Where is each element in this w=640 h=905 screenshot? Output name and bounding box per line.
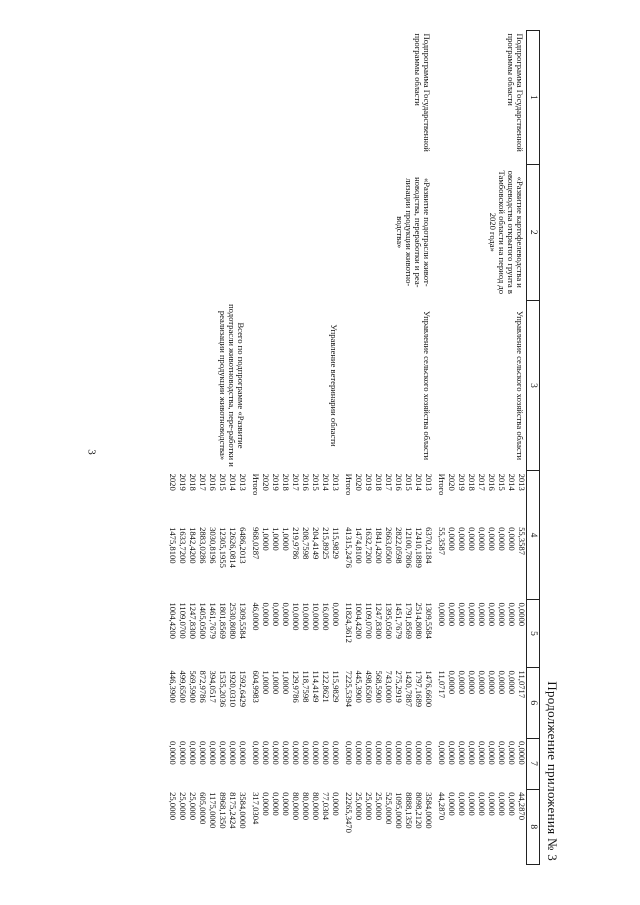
year-label: 2020 [354, 473, 364, 491]
header-col-4: 4 [527, 471, 540, 600]
federal-value: 0,0000 [487, 602, 497, 627]
year-label: Итого [344, 473, 354, 496]
other-value: 3584,0000 [424, 792, 434, 829]
federal-value: 0,0000 [467, 602, 477, 627]
total-value: 3030,8196 [208, 527, 218, 564]
federal-value: 0,0000 [331, 602, 341, 627]
local-value: 0,0000 [364, 741, 374, 765]
table-row [436, 31, 527, 865]
local-value: 0,0000 [281, 741, 291, 765]
total-column [436, 524, 527, 599]
year-column [436, 471, 527, 524]
other-value: 0,0000 [467, 792, 477, 816]
federal-value: 2530,8080 [228, 602, 238, 639]
federal-value: 0,0000 [271, 602, 281, 627]
year-label: 2018 [281, 473, 291, 491]
local-value: 0,0000 [251, 741, 261, 765]
other-value: 80,0000 [291, 792, 301, 820]
local-value: 0,0000 [321, 741, 331, 765]
local-value: 0,0000 [414, 741, 424, 765]
year-label: 2020 [261, 473, 271, 491]
regional-value: 0,0000 [487, 670, 497, 695]
year-label: 2018 [467, 473, 477, 491]
local-value: 0,0000 [374, 741, 384, 765]
measure-name-cell [167, 164, 247, 300]
other-value: 0,0000 [477, 792, 487, 816]
header-col-2: 2 [527, 164, 540, 300]
measure-name-cell [250, 164, 340, 300]
header-col-1: 1 [527, 31, 540, 165]
total-value: 0,0000 [447, 527, 457, 551]
federal-value: 0,0000 [261, 602, 271, 627]
table-body [167, 31, 527, 865]
regional-value: 1,0000 [261, 670, 271, 695]
total-value: 0,0000 [457, 527, 467, 551]
federal-value: 1109,0700 [364, 602, 374, 639]
header-col-6: 6 [527, 668, 540, 739]
block-gap-cell [247, 31, 250, 865]
local-value: 0,0000 [344, 741, 354, 765]
local-value: 0,0000 [507, 741, 517, 765]
total-value: 1,0000 [261, 527, 271, 551]
year-label: 2020 [168, 473, 178, 491]
regional-value: 568,5900 [374, 670, 384, 703]
other-value: 0,0000 [261, 792, 271, 816]
total-value: 2663,0500 [384, 527, 394, 564]
federal-value: 16,0000 [321, 602, 331, 631]
local-value: 0,0000 [424, 741, 434, 765]
local-column [167, 738, 247, 789]
local-value: 0,0000 [208, 741, 218, 765]
regional-value: 569,5900 [188, 670, 198, 703]
regional-value: 118,7598 [301, 670, 311, 703]
other-value: 8968,1350 [218, 792, 228, 829]
local-column [343, 738, 433, 789]
total-value: 1632,7200 [364, 527, 374, 564]
total-value: 204,4149 [311, 527, 321, 560]
regional-value: 275,2919 [394, 670, 404, 703]
other-value: 80,0000 [301, 792, 311, 820]
year-column [250, 471, 340, 524]
year-label: 2013 [424, 473, 434, 491]
local-column [250, 738, 340, 789]
total-value: 12305,1955 [218, 527, 228, 568]
local-value: 0,0000 [228, 741, 238, 765]
year-label: 2019 [364, 473, 374, 491]
local-value: 0,0000 [291, 741, 301, 765]
other-value: 1175,0000 [208, 792, 218, 829]
local-value: 0,0000 [168, 741, 178, 765]
other-value: 8888,1350 [404, 792, 414, 829]
federal-value: 0,0000 [447, 602, 457, 627]
regional-column [343, 668, 433, 739]
federal-value: 2514,8080 [414, 602, 424, 639]
year-label: 2019 [271, 473, 281, 491]
regional-column [167, 668, 247, 739]
local-value: 0,0000 [437, 741, 447, 765]
local-value: 0,0000 [178, 741, 188, 765]
regional-value: 1592,6429 [238, 670, 248, 708]
year-label: 2016 [394, 473, 404, 491]
funding-table [167, 30, 540, 865]
federal-value: 0,0000 [497, 602, 507, 627]
local-value: 0,0000 [261, 741, 271, 765]
other-value: 25,0000 [168, 792, 178, 820]
other-column [343, 789, 433, 864]
local-value: 0,0000 [497, 741, 507, 765]
total-value: 41315,2476 [344, 527, 354, 568]
total-value: 1633,7200 [178, 527, 188, 564]
year-label: 2018 [188, 473, 198, 491]
regional-value: 445,3900 [354, 670, 364, 703]
regional-value: 1,0000 [281, 670, 291, 695]
regional-value: 0,0000 [497, 670, 507, 695]
year-label: 2013 [517, 473, 527, 491]
federal-value: 1109,0700 [178, 602, 188, 639]
regional-value: 498,6500 [364, 670, 374, 703]
year-label: 2013 [238, 473, 248, 491]
total-value: 0,0000 [507, 527, 517, 551]
total-value: 55,3587 [437, 527, 447, 555]
total-value: 1842,4200 [188, 527, 198, 564]
other-column [167, 789, 247, 864]
local-value: 0,0000 [384, 741, 394, 765]
other-value: 25,0000 [178, 792, 188, 820]
other-value: 605,0000 [198, 792, 208, 825]
total-column [167, 524, 247, 599]
other-value: 25,0000 [364, 792, 374, 820]
federal-value: 1004,4200 [168, 602, 178, 639]
regional-value: 0,0000 [467, 670, 477, 695]
year-label: 2017 [291, 473, 301, 491]
year-label: 2015 [404, 473, 414, 491]
year-label: 2019 [178, 473, 188, 491]
executor-cell: Всего по подпрограмме «Развитие подотрасли животноводства, пере-работки и реализации продукции животноводства» [217, 304, 246, 467]
year-label: 2015 [218, 473, 228, 491]
local-value: 0,0000 [271, 741, 281, 765]
other-value: 22265,3470 [344, 792, 354, 833]
regional-value: 114,4149 [311, 670, 321, 703]
local-value: 0,0000 [354, 741, 364, 765]
block-gap [340, 31, 343, 865]
other-value: 0,0000 [487, 792, 497, 816]
total-value: 1474,8100 [354, 527, 364, 564]
regional-value: 446,3900 [168, 670, 178, 703]
federal-value: 1461,7679 [208, 602, 218, 639]
local-value: 0,0000 [218, 741, 228, 765]
federal-value: 1309,5584 [238, 602, 248, 639]
program-name-cell: Подпрограмма Государственной программы области [412, 33, 432, 152]
regional-value: 743,0000 [384, 670, 394, 703]
year-label: 2016 [208, 473, 218, 491]
table-row [343, 31, 433, 865]
total-value: 215,8925 [321, 527, 331, 560]
block-gap-cell [433, 31, 436, 865]
total-column [343, 524, 433, 599]
federal-value: 10,0000 [311, 602, 321, 631]
year-label: 2015 [311, 473, 321, 491]
year-label: 2016 [301, 473, 311, 491]
program-name-cell [250, 31, 340, 165]
federal-value: 0,0000 [457, 602, 467, 627]
year-label: 2020 [447, 473, 457, 491]
regional-value: 0,0000 [507, 670, 517, 695]
regional-value: 115,9829 [331, 670, 341, 703]
year-label: Итого [437, 473, 447, 496]
other-value: 3584,0000 [238, 792, 248, 829]
regional-value: 11,0717 [437, 670, 447, 699]
federal-column [167, 599, 247, 667]
total-value: 12626,0814 [228, 527, 238, 568]
total-column [250, 524, 340, 599]
total-value: 968,0287 [251, 527, 261, 560]
other-value: 44,2870 [437, 792, 447, 820]
federal-value: 0,0000 [437, 602, 447, 627]
block-gap [433, 31, 436, 865]
local-value: 0,0000 [394, 741, 404, 765]
header-col-8: 8 [527, 789, 540, 864]
federal-value: 11824,3612 [344, 602, 354, 643]
rotated-table-sheet [20, 30, 560, 865]
local-value: 0,0000 [301, 741, 311, 765]
other-value: 80,0000 [311, 792, 321, 820]
other-column [436, 789, 527, 864]
other-value: 0,0000 [271, 792, 281, 816]
regional-value: 7225,5394 [344, 670, 354, 708]
executor-cell: Управление сельского хозяйства области [422, 310, 432, 461]
federal-value: 10,0000 [301, 602, 311, 631]
local-value: 0,0000 [331, 741, 341, 765]
year-label: 2015 [497, 473, 507, 491]
regional-value: 499,6500 [178, 670, 188, 703]
total-value: 219,9786 [291, 527, 301, 560]
local-value: 0,0000 [467, 741, 477, 765]
federal-value: 1004,4200 [354, 602, 364, 639]
other-value: 525,0000 [384, 792, 394, 825]
total-value: 208,7598 [301, 527, 311, 560]
total-value: 1841,4200 [374, 527, 384, 564]
year-label: 2016 [487, 473, 497, 491]
regional-value: 394,0517 [208, 670, 218, 703]
federal-column [343, 599, 433, 667]
other-value: 25,0000 [188, 792, 198, 820]
program-name-cell [167, 31, 247, 165]
column-number-row [527, 31, 540, 865]
total-value: 0,0000 [467, 527, 477, 551]
other-value: 44,2870 [517, 792, 527, 820]
year-label: 2017 [384, 473, 394, 491]
regional-value: 0,0000 [477, 670, 487, 695]
federal-value: 0,0000 [517, 602, 527, 627]
total-value: 2822,0598 [394, 527, 404, 564]
total-value: 55,3587 [517, 527, 527, 555]
other-value: 0,0000 [447, 792, 457, 816]
federal-value: 46,0000 [251, 602, 261, 631]
federal-value: 10,0000 [291, 602, 301, 631]
federal-column [250, 599, 340, 667]
regional-value: 1476,6600 [424, 670, 434, 708]
federal-value: 1395,0500 [384, 602, 394, 639]
executor-cell: Управление ветеринарии области [329, 324, 339, 447]
total-value: 0,0000 [487, 527, 497, 551]
other-value: 0,0000 [281, 792, 291, 816]
year-label: 2018 [374, 473, 384, 491]
year-label: 2017 [198, 473, 208, 491]
total-value: 12100,7806 [404, 527, 414, 568]
local-value: 0,0000 [457, 741, 467, 765]
other-value: 1095,0000 [394, 792, 404, 829]
federal-value: 1801,8569 [218, 602, 228, 639]
local-column [436, 738, 527, 789]
local-value: 0,0000 [447, 741, 457, 765]
federal-value: 1451,7679 [394, 602, 404, 639]
local-value: 0,0000 [311, 741, 321, 765]
other-value: 317,0304 [251, 792, 261, 825]
federal-value: 0,0000 [507, 602, 517, 627]
program-name-cell: Подпрограмма Государственной программы области [505, 33, 525, 152]
header-col-3: 3 [527, 300, 540, 470]
total-value: 1,0000 [281, 527, 291, 551]
total-value: 12410,1889 [414, 527, 424, 568]
federal-value: 1791,8569 [404, 602, 414, 639]
regional-value: 122,8621 [321, 670, 331, 703]
other-value: 8175,2424 [228, 792, 238, 829]
year-column [343, 471, 433, 524]
other-value: 0,0000 [497, 792, 507, 816]
total-value: 115,9829 [331, 527, 341, 559]
regional-column [250, 668, 340, 739]
total-value: 6370,2184 [424, 527, 434, 564]
year-label: Итого [251, 473, 261, 496]
federal-value: 1247,8300 [374, 602, 384, 639]
block-gap-cell [340, 31, 343, 865]
table-row [167, 31, 247, 865]
year-label: 2014 [414, 473, 424, 491]
local-value: 0,0000 [477, 741, 487, 765]
regional-value: 872,9786 [198, 670, 208, 703]
federal-value: 0,0000 [281, 602, 291, 627]
total-value: 2883,0286 [198, 527, 208, 564]
header-col-5: 5 [527, 599, 540, 667]
other-value: 0,0000 [507, 792, 517, 816]
federal-column [436, 599, 527, 667]
other-value: 8098,2120 [414, 792, 424, 829]
local-value: 0,0000 [188, 741, 198, 765]
other-value: 25,0000 [374, 792, 384, 820]
other-column [250, 789, 340, 864]
local-value: 0,0000 [517, 741, 527, 765]
appendix-continuation-caption: Продолжение приложения № 3 [545, 681, 560, 861]
regional-value: 1420,7887 [404, 670, 414, 708]
local-value: 0,0000 [198, 741, 208, 765]
regional-value: 1535,2036 [218, 670, 228, 708]
measure-name-cell: «Развитие картофелеводства и овощеводства открытого грунта в Тамбовской области на период до 2020 года» [487, 170, 525, 295]
regional-value: 1,0000 [271, 670, 281, 695]
executor-cell: Управление сельского хозяйства области [515, 310, 525, 461]
total-value: 1,0000 [271, 527, 281, 551]
total-value: 1475,8100 [168, 527, 178, 564]
year-label: 2013 [331, 473, 341, 491]
local-value: 0,0000 [404, 741, 414, 765]
block-gap [247, 31, 250, 865]
other-value: 0,0000 [457, 792, 467, 816]
year-label: 2019 [457, 473, 467, 491]
federal-value: 1247,8300 [188, 602, 198, 639]
total-value: 0,0000 [497, 527, 507, 551]
other-value: 0,0000 [331, 792, 341, 816]
year-label: 2014 [228, 473, 238, 491]
federal-value: 1309,5584 [424, 602, 434, 639]
federal-value: 1405,0500 [198, 602, 208, 639]
local-value: 0,0000 [238, 741, 248, 765]
year-label: 2014 [507, 473, 517, 491]
regional-value: 0,0000 [457, 670, 467, 695]
other-value: 77,0304 [321, 792, 331, 820]
year-column [167, 471, 247, 524]
page-number: 3 [85, 449, 98, 455]
regional-value: 604,9983 [251, 670, 261, 703]
regional-value: 0,0000 [447, 670, 457, 695]
regional-value: 129,9786 [291, 670, 301, 703]
total-value: 0,0000 [477, 527, 487, 551]
total-value: 6486,2013 [238, 527, 248, 564]
federal-value: 0,0000 [477, 602, 487, 627]
measure-name-cell: «Развитие подотрасли живот-новодства, переработки и реа-лизации продукции животно-водства» [394, 177, 432, 288]
regional-column [436, 668, 527, 739]
regional-value: 1920,0310 [228, 670, 238, 708]
local-value: 0,0000 [487, 741, 497, 765]
header-col-7: 7 [527, 738, 540, 789]
table-row [250, 31, 340, 865]
year-label: 2014 [321, 473, 331, 491]
year-label: 2017 [477, 473, 487, 491]
regional-value: 11,0717 [517, 670, 527, 699]
other-value: 25,0000 [354, 792, 364, 820]
regional-value: 1797,1689 [414, 670, 424, 708]
